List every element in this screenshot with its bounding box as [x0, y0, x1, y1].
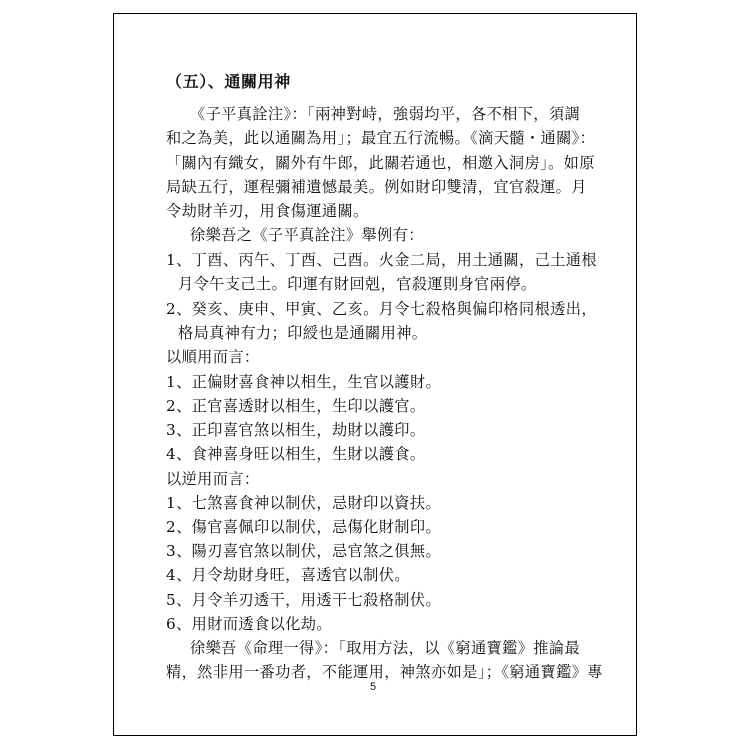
list-item: 4、月令劫財身旺，喜透官以制伏。 — [166, 566, 410, 584]
list-item: 5、月令羊刃透干，用透干七殺格制伏。 — [166, 591, 442, 609]
paragraph-line: 「關內有織女，關外有牛郎，此關若通也，相邀入洞房」。如原 — [166, 154, 595, 172]
list-item: 2、正官喜透財以相生，生印以護官。 — [166, 397, 426, 415]
list-item: 3、正印喜官煞以相生，劫財以護印。 — [166, 421, 426, 439]
list-item: 1、正偏財喜食神以相生，生官以護財。 — [166, 373, 442, 391]
examples-intro: 徐樂吾之《子平真詮注》舉例有： — [190, 226, 424, 244]
paragraph-line: 徐樂吾《命理一得》：「取用方法，以《窮通寶鑑》推論最 — [190, 639, 581, 657]
ni-heading: 以逆用而言： — [166, 470, 260, 488]
page-number: 5 — [370, 681, 377, 693]
list-item: 1、丁酉、丙午、丁酉、己酉。火金二局，用土通關，己土通根 — [166, 251, 597, 269]
paragraph-line: 和之為美，此以通關為用」；最宜五行流暢。《滴天髓・通關》： — [166, 129, 596, 147]
paragraph-line: 精，然非用一番功者，不能運用，神煞亦如是」；《窮通寶鑑》專 — [166, 663, 603, 681]
list-item: 2、傷官喜佩印以制伏，忌傷化財制印。 — [166, 518, 442, 536]
paragraph-line: 《子平真詮注》：「兩神對峙，強弱均平，各不相下，須調 — [190, 105, 581, 123]
list-item: 3、陽刃喜官煞以制伏，忌官煞之俱無。 — [166, 542, 442, 560]
list-item: 6、用財而透食以化劫。 — [166, 615, 332, 633]
list-item: 4、食神喜身旺以相生，生財以護食。 — [166, 445, 426, 463]
paragraph-line: 令劫財羊刃，用食傷運通關。 — [166, 202, 369, 220]
list-item-continuation: 月令午支己土。印運有財回剋，官殺運則身官兩停。 — [178, 275, 537, 293]
section-heading: （五）、通關用神 — [166, 72, 291, 91]
paragraph-line: 局缺五行，運程彌補遺憾最美。例如財印雙清，宜官殺運。月 — [166, 178, 587, 196]
book-page — [113, 13, 637, 736]
list-item: 2、癸亥、庚申、甲寅、乙亥。月令七殺格與偏印格同根透出， — [166, 300, 597, 318]
shun-heading: 以順用而言： — [166, 348, 260, 366]
list-item: 1、七煞喜食神以制伏，忌財印以資扶。 — [166, 494, 442, 512]
list-item-continuation: 格局真神有力；印綬也是通關用神。 — [178, 324, 428, 342]
